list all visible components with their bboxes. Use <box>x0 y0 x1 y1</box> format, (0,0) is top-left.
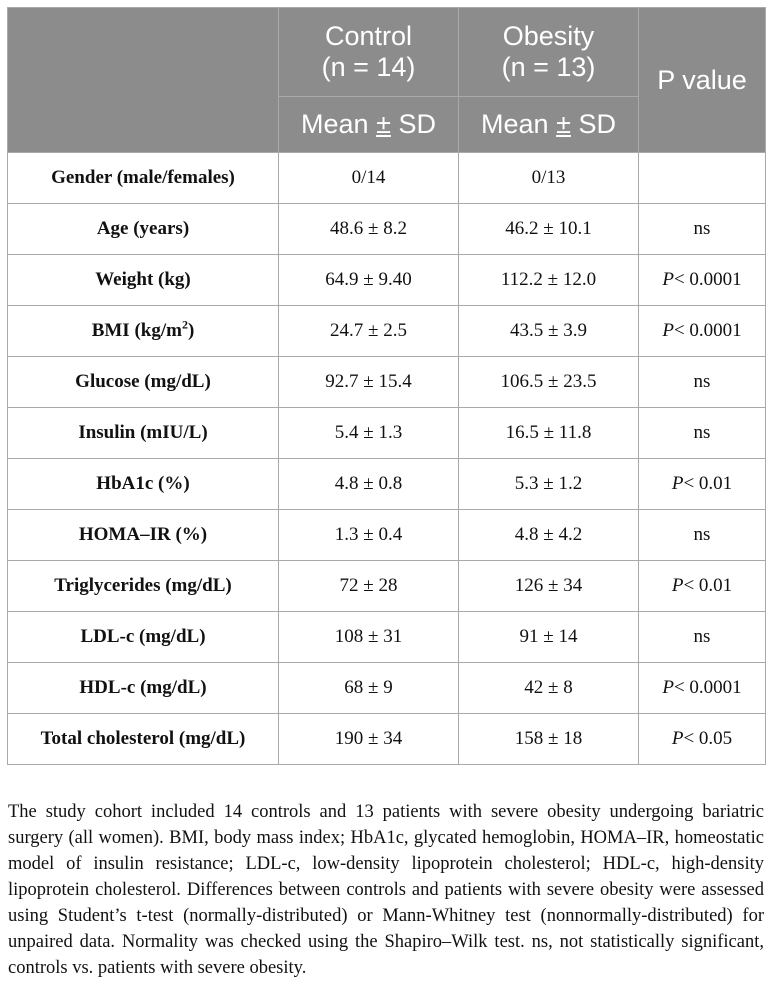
table-row <box>8 204 766 255</box>
p-value <box>639 714 766 765</box>
p-prefix: P <box>662 320 674 341</box>
p-prefix: P <box>662 269 674 290</box>
p-prefix: P <box>671 575 684 596</box>
header-mean-label: Mean <box>301 109 369 139</box>
p-value <box>639 357 766 408</box>
obesity-value: 4.8 ± 4.2 <box>459 510 639 561</box>
obesity-value: 106.5 ± 23.5 <box>459 357 639 408</box>
control-value: 24.7 ± 2.5 <box>279 306 459 357</box>
p-prefix: P <box>662 677 674 698</box>
obesity-value: 16.5 ± 11.8 <box>459 408 639 459</box>
p-rest: ns <box>693 371 711 392</box>
row-label: HbA1c (%) <box>8 459 279 510</box>
control-value: 68 ± 9 <box>279 663 459 714</box>
table-container <box>7 7 765 765</box>
table-row <box>8 153 766 204</box>
row-label: Weight (kg) <box>8 255 279 306</box>
header-obesity-name: Obesity <box>502 21 595 51</box>
control-value: 0/14 <box>279 153 459 204</box>
row-label: Triglycerides (mg/dL) <box>8 561 279 612</box>
control-value: 5.4 ± 1.3 <box>279 408 459 459</box>
p-rest: ns <box>693 218 711 239</box>
p-value <box>639 306 766 357</box>
table-header <box>8 8 766 153</box>
p-rest: ns <box>693 626 711 647</box>
obesity-value: 43.5 ± 3.9 <box>459 306 639 357</box>
row-label <box>8 306 279 357</box>
p-value <box>639 255 766 306</box>
control-value: 48.6 ± 8.2 <box>279 204 459 255</box>
row-label: Age (years) <box>8 204 279 255</box>
row-label-superscript: 2 <box>181 317 188 332</box>
data-table <box>7 7 766 765</box>
header-sd-label: SD <box>398 109 436 139</box>
table-body <box>8 153 766 765</box>
table-row <box>8 306 766 357</box>
header-obesity-stat <box>459 97 639 153</box>
p-value <box>639 663 766 714</box>
p-value <box>639 153 766 204</box>
table-row <box>8 255 766 306</box>
row-label: HDL-c (mg/dL) <box>8 663 279 714</box>
obesity-value: 0/13 <box>459 153 639 204</box>
table-row <box>8 459 766 510</box>
p-rest: < 0.05 <box>683 728 733 749</box>
control-value: 92.7 ± 15.4 <box>279 357 459 408</box>
table-row <box>8 561 766 612</box>
table-row <box>8 714 766 765</box>
p-rest: < 0.0001 <box>673 320 742 341</box>
control-value: 1.3 ± 0.4 <box>279 510 459 561</box>
obesity-value: 158 ± 18 <box>459 714 639 765</box>
p-rest: ns <box>693 422 711 443</box>
header-sd-label: SD <box>578 109 616 139</box>
p-rest: < 0.0001 <box>673 677 742 698</box>
obesity-value: 46.2 ± 10.1 <box>459 204 639 255</box>
p-value <box>639 510 766 561</box>
table-row <box>8 408 766 459</box>
plus-minus-symbol: ± <box>376 109 391 139</box>
obesity-value: 91 ± 14 <box>459 612 639 663</box>
row-label: Total cholesterol (mg/dL) <box>8 714 279 765</box>
row-label: Gender (male/females) <box>8 153 279 204</box>
p-value <box>639 561 766 612</box>
p-value <box>639 612 766 663</box>
row-label: Insulin (mIU/L) <box>8 408 279 459</box>
control-value: 72 ± 28 <box>279 561 459 612</box>
row-label: LDL-c (mg/dL) <box>8 612 279 663</box>
row-label-text: BMI (kg/m <box>91 320 182 341</box>
p-rest: < 0.01 <box>683 473 733 494</box>
header-pvalue: P value <box>639 8 766 153</box>
header-mean-label: Mean <box>481 109 549 139</box>
table-row <box>8 510 766 561</box>
p-value <box>639 459 766 510</box>
control-value: 190 ± 34 <box>279 714 459 765</box>
p-value <box>639 408 766 459</box>
table-row <box>8 612 766 663</box>
row-label: Glucose (mg/dL) <box>8 357 279 408</box>
table-row <box>8 663 766 714</box>
p-value <box>639 204 766 255</box>
p-rest: < 0.01 <box>683 575 733 596</box>
table-row <box>8 357 766 408</box>
table-footnote: The study cohort included 14 controls and 13 patients with severe obesity undergoing bariatric surgery (all women). BMI, body mass index; HbA1c, glycated hemoglobin, HOMA–IR, homeostatic model of insulin resistance; LDL-c, low-density lipoprotein cholesterol; HDL-c, high-density lipoprotein cholesterol. Differences between controls and patients with severe obesity were assessed using Student’s t-test (normally-distributed) or Mann-Whitney test (nonnormally-distributed) for unpaired data. Normality was checked using the Shapiro–Wilk test. ns, not statistically significant, controls vs. patients with severe obesity. <box>8 801 764 978</box>
header-control-name: Control <box>324 21 413 51</box>
p-rest: < 0.0001 <box>673 269 742 290</box>
control-value: 64.9 ± 9.40 <box>279 255 459 306</box>
header-control <box>279 8 459 97</box>
p-rest: ns <box>693 524 711 545</box>
plus-minus-symbol: ± <box>556 109 571 139</box>
header-obesity-n: (n = 13) <box>501 52 596 82</box>
control-value: 108 ± 31 <box>279 612 459 663</box>
obesity-value: 112.2 ± 12.0 <box>459 255 639 306</box>
p-prefix: P <box>671 473 684 494</box>
p-prefix: P <box>671 728 684 749</box>
header-row-groups <box>8 8 766 97</box>
obesity-value: 42 ± 8 <box>459 663 639 714</box>
row-label: HOMA–IR (%) <box>8 510 279 561</box>
header-control-n: (n = 14) <box>321 52 416 82</box>
header-control-stat <box>279 97 459 153</box>
obesity-value: 126 ± 34 <box>459 561 639 612</box>
header-empty-cell <box>8 8 279 153</box>
obesity-value: 5.3 ± 1.2 <box>459 459 639 510</box>
header-obesity <box>459 8 639 97</box>
control-value: 4.8 ± 0.8 <box>279 459 459 510</box>
row-label-end: ) <box>187 320 195 341</box>
